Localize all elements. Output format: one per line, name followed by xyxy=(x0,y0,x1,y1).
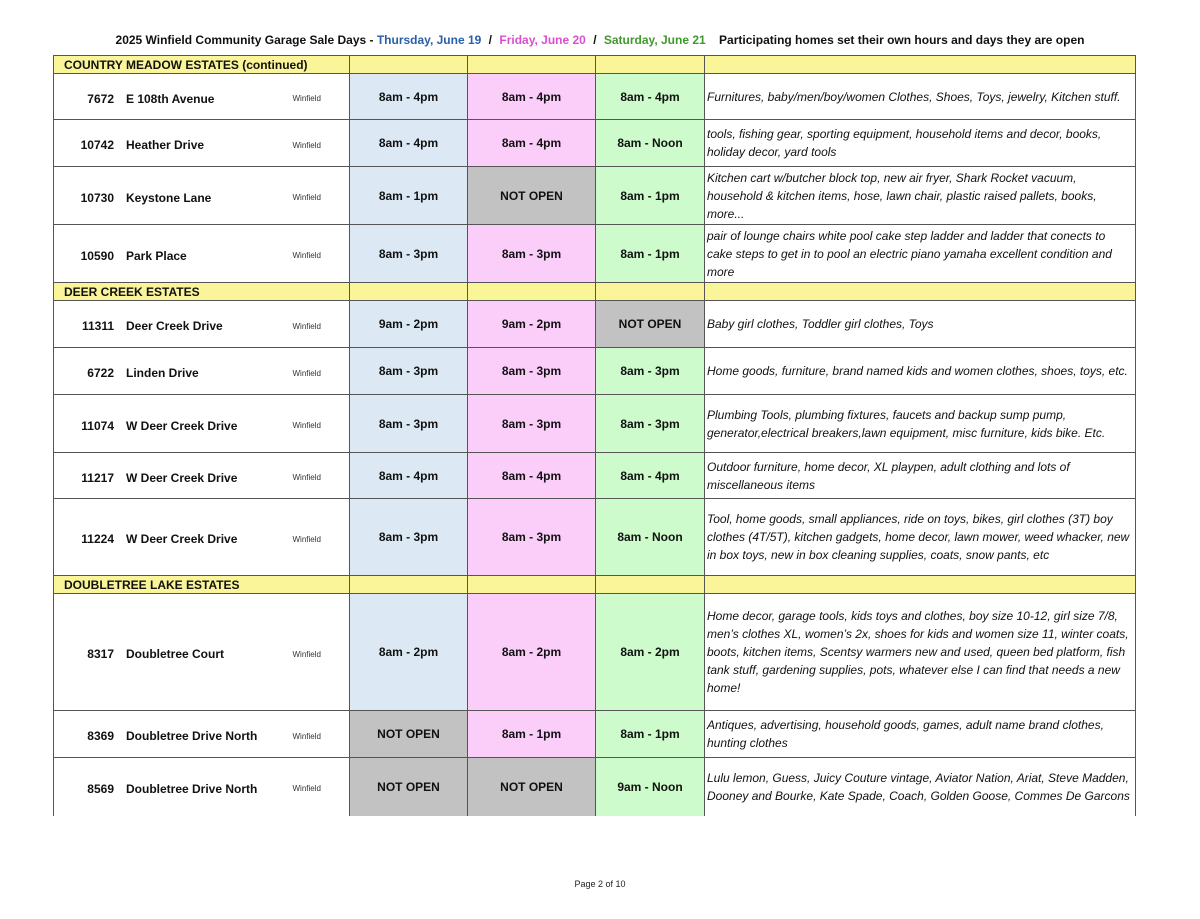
house-number: 11224 xyxy=(81,532,114,546)
house-number: 7672 xyxy=(87,91,114,106)
town-label: Winfield xyxy=(291,395,350,453)
items-description: pair of lounge chairs white pool cake step ladder and ladder that conects to cake steps to get in to pool an electric piano yamaha excellent condition and more xyxy=(705,225,1136,283)
friday-hours: 8am - 4pm xyxy=(468,120,596,167)
table-row xyxy=(54,167,1136,225)
thursday-hours: NOT OPEN xyxy=(350,758,468,816)
section-title: DEER CREEK ESTATES xyxy=(54,283,350,301)
section-header-row xyxy=(54,56,1136,74)
saturday-hours: 9am - Noon xyxy=(596,758,705,816)
house-number: 11217 xyxy=(81,470,114,485)
table-row xyxy=(54,225,1136,283)
thursday-hours: 8am - 3pm xyxy=(350,348,468,395)
table-row xyxy=(54,453,1136,499)
friday-hours: 8am - 2pm xyxy=(468,594,596,711)
street-name: Heather Drive xyxy=(126,138,205,152)
friday-hours: 8am - 1pm xyxy=(468,711,596,758)
street-name: W Deer Creek Drive xyxy=(126,532,238,546)
header-separator: / xyxy=(593,33,597,47)
friday-hours: 9am - 2pm xyxy=(468,301,596,348)
thursday-hours: 8am - 4pm xyxy=(350,120,468,167)
address-cell xyxy=(54,758,291,816)
section-title: COUNTRY MEADOW ESTATES (continued) xyxy=(54,56,350,74)
house-number: 11074 xyxy=(81,418,114,433)
address-cell xyxy=(54,167,291,225)
town-label: Winfield xyxy=(291,225,350,283)
items-description: Baby girl clothes, Toddler girl clothes, Toys xyxy=(705,301,1136,348)
house-number: 6722 xyxy=(87,366,114,380)
friday-hours: NOT OPEN xyxy=(468,167,596,225)
section-band-cell xyxy=(468,576,596,594)
section-band-cell xyxy=(705,56,1136,74)
items-description: Home decor, garage tools, kids toys and clothes, boy size 10-12, girl size 7/8, men’s clothes XL, women’s 2x, shoes for kids and women size 11, winter coats, boots, kitchen items, Scentsy warmers new and used, queen bed platform, fish tank stuff, gardening supplies, pots, whatever else I can find that needs a new home! xyxy=(705,594,1136,711)
house-number: 8569 xyxy=(87,781,114,796)
street-name: Doubletree Court xyxy=(126,647,225,661)
house-number: 10590 xyxy=(80,248,114,263)
town-label: Winfield xyxy=(291,348,350,395)
address-cell xyxy=(54,395,291,453)
items-description: Home goods, furniture, brand named kids and women clothes, shoes, toys, etc. xyxy=(705,348,1136,395)
page-footer: Page 2 of 10 xyxy=(574,879,626,889)
thursday-hours: 8am - 2pm xyxy=(350,594,468,711)
section-band-cell xyxy=(596,576,705,594)
saturday-hours: 8am - 1pm xyxy=(596,225,705,283)
house-number: 10730 xyxy=(80,190,114,205)
table-row xyxy=(54,74,1136,120)
town-label: Winfield xyxy=(291,74,350,120)
section-band-cell xyxy=(705,283,1136,301)
saturday-hours: 8am - 1pm xyxy=(596,711,705,758)
items-description: Outdoor furniture, home decor, XL playpen, adult clothing and lots of miscellaneous items xyxy=(705,453,1136,499)
thursday-hours: 8am - 3pm xyxy=(350,499,468,576)
thursday-hours: 9am - 2pm xyxy=(350,301,468,348)
town-label: Winfield xyxy=(291,301,350,348)
table-row xyxy=(54,711,1136,758)
items-description: Plumbing Tools, plumbing fixtures, faucets and backup sump pump, generator,electrical breakers,lawn equipment, misc furniture, kids bike. Etc. xyxy=(705,395,1136,453)
section-band-cell xyxy=(350,56,468,74)
address-cell xyxy=(54,225,291,283)
address-cell xyxy=(54,499,291,576)
table-row xyxy=(54,594,1136,711)
section-band-cell xyxy=(596,56,705,74)
friday-hours: 8am - 3pm xyxy=(468,225,596,283)
town-label: Winfield xyxy=(291,453,350,499)
friday-hours: 8am - 3pm xyxy=(468,395,596,453)
table-row xyxy=(54,120,1136,167)
street-name: Deer Creek Drive xyxy=(126,319,223,333)
thursday-hours: 8am - 3pm xyxy=(350,225,468,283)
friday-hours: 8am - 3pm xyxy=(468,499,596,576)
thursday-hours: 8am - 4pm xyxy=(350,453,468,499)
address-cell xyxy=(54,594,291,711)
address-cell xyxy=(54,453,291,499)
town-label: Winfield xyxy=(291,594,350,711)
items-description: Tool, home goods, small appliances, ride on toys, bikes, girl clothes (3T) boy clothes (4T/5T), kitchen gadgets, home decor, lawn mower, weed whacker, new in box toys, new in box cleaning supplies, coats, snow pants, etc xyxy=(705,499,1136,576)
friday-hours: 8am - 4pm xyxy=(468,453,596,499)
friday-hours: NOT OPEN xyxy=(468,758,596,816)
street-name: Linden Drive xyxy=(126,366,199,380)
address-cell xyxy=(54,348,291,395)
thursday-hours: 8am - 1pm xyxy=(350,167,468,225)
header-title: 2025 Winfield Community Garage Sale Days - xyxy=(115,33,374,47)
section-band-cell xyxy=(705,576,1136,594)
table-row xyxy=(54,499,1136,576)
section-band-cell xyxy=(468,283,596,301)
section-band-cell xyxy=(350,283,468,301)
house-number: 10742 xyxy=(80,138,114,152)
section-header-row xyxy=(54,576,1136,594)
town-label: Winfield xyxy=(291,120,350,167)
items-description: Lulu lemon, Guess, Juicy Couture vintage, Aviator Nation, Ariat, Steve Madden, Dooney and Bourke, Kate Spade, Coach, Golden Goose, Commes De Garcons xyxy=(705,758,1136,816)
header-note: Participating homes set their own hours and days they are open xyxy=(719,33,1085,47)
saturday-hours: 8am - 4pm xyxy=(596,453,705,499)
page-header xyxy=(0,33,1200,47)
saturday-hours: 8am - Noon xyxy=(596,120,705,167)
items-description: Kitchen cart w/butcher block top, new air fryer, Shark Rocket vacuum, household & kitchen items, hose, lawn chair, plastic raised pallets, books, more... xyxy=(705,167,1136,225)
thursday-hours: NOT OPEN xyxy=(350,711,468,758)
house-number: 8317 xyxy=(87,647,114,661)
items-description: tools, fishing gear, sporting equipment, household items and decor, books, holiday decor, yard tools xyxy=(705,120,1136,167)
saturday-hours: 8am - 2pm xyxy=(596,594,705,711)
thursday-hours: 8am - 4pm xyxy=(350,74,468,120)
address-cell xyxy=(54,301,291,348)
street-name: W Deer Creek Drive xyxy=(126,418,238,433)
town-label: Winfield xyxy=(291,711,350,758)
street-name: Keystone Lane xyxy=(126,190,212,205)
saturday-hours: 8am - 1pm xyxy=(596,167,705,225)
header-friday: Friday, June 20 xyxy=(499,33,586,47)
address-cell xyxy=(54,120,291,167)
address-cell xyxy=(54,74,291,120)
house-number: 8369 xyxy=(87,729,114,743)
items-description: Antiques, advertising, household goods, games, adult name brand clothes, hunting clothes xyxy=(705,711,1136,758)
section-title: DOUBLETREE LAKE ESTATES xyxy=(54,576,350,594)
table-row xyxy=(54,348,1136,395)
street-name: W Deer Creek Drive xyxy=(126,470,238,485)
address-cell xyxy=(54,711,291,758)
saturday-hours: 8am - 4pm xyxy=(596,74,705,120)
section-header-row xyxy=(54,283,1136,301)
street-name: Park Place xyxy=(126,248,187,263)
town-label: Winfield xyxy=(291,758,350,816)
street-name: Doubletree Drive North xyxy=(126,729,258,743)
street-name: E 108th Avenue xyxy=(126,91,215,106)
table-row xyxy=(54,758,1136,816)
friday-hours: 8am - 3pm xyxy=(468,348,596,395)
section-band-cell xyxy=(350,576,468,594)
street-name: Doubletree Drive North xyxy=(126,781,258,796)
header-separator: / xyxy=(488,33,493,47)
saturday-hours: 8am - 3pm xyxy=(596,348,705,395)
table-row xyxy=(54,395,1136,453)
header-saturday: Saturday, June 21 xyxy=(603,33,706,47)
items-description: Furnitures, baby/men/boy/women Clothes, Shoes, Toys, jewelry, Kitchen stuff. xyxy=(705,74,1136,120)
saturday-hours: 8am - Noon xyxy=(596,499,705,576)
house-number: 11311 xyxy=(81,319,114,333)
town-label: Winfield xyxy=(291,167,350,225)
garage-sale-table-body xyxy=(54,56,1136,816)
saturday-hours: 8am - 3pm xyxy=(596,395,705,453)
thursday-hours: 8am - 3pm xyxy=(350,395,468,453)
saturday-hours: NOT OPEN xyxy=(596,301,705,348)
table-row xyxy=(54,301,1136,348)
garage-sale-table xyxy=(53,55,1136,816)
header-thursday: Thursday, June 19 xyxy=(376,33,482,47)
town-label: Winfield xyxy=(291,499,350,576)
section-band-cell xyxy=(468,56,596,74)
friday-hours: 8am - 4pm xyxy=(468,74,596,120)
section-band-cell xyxy=(596,283,705,301)
